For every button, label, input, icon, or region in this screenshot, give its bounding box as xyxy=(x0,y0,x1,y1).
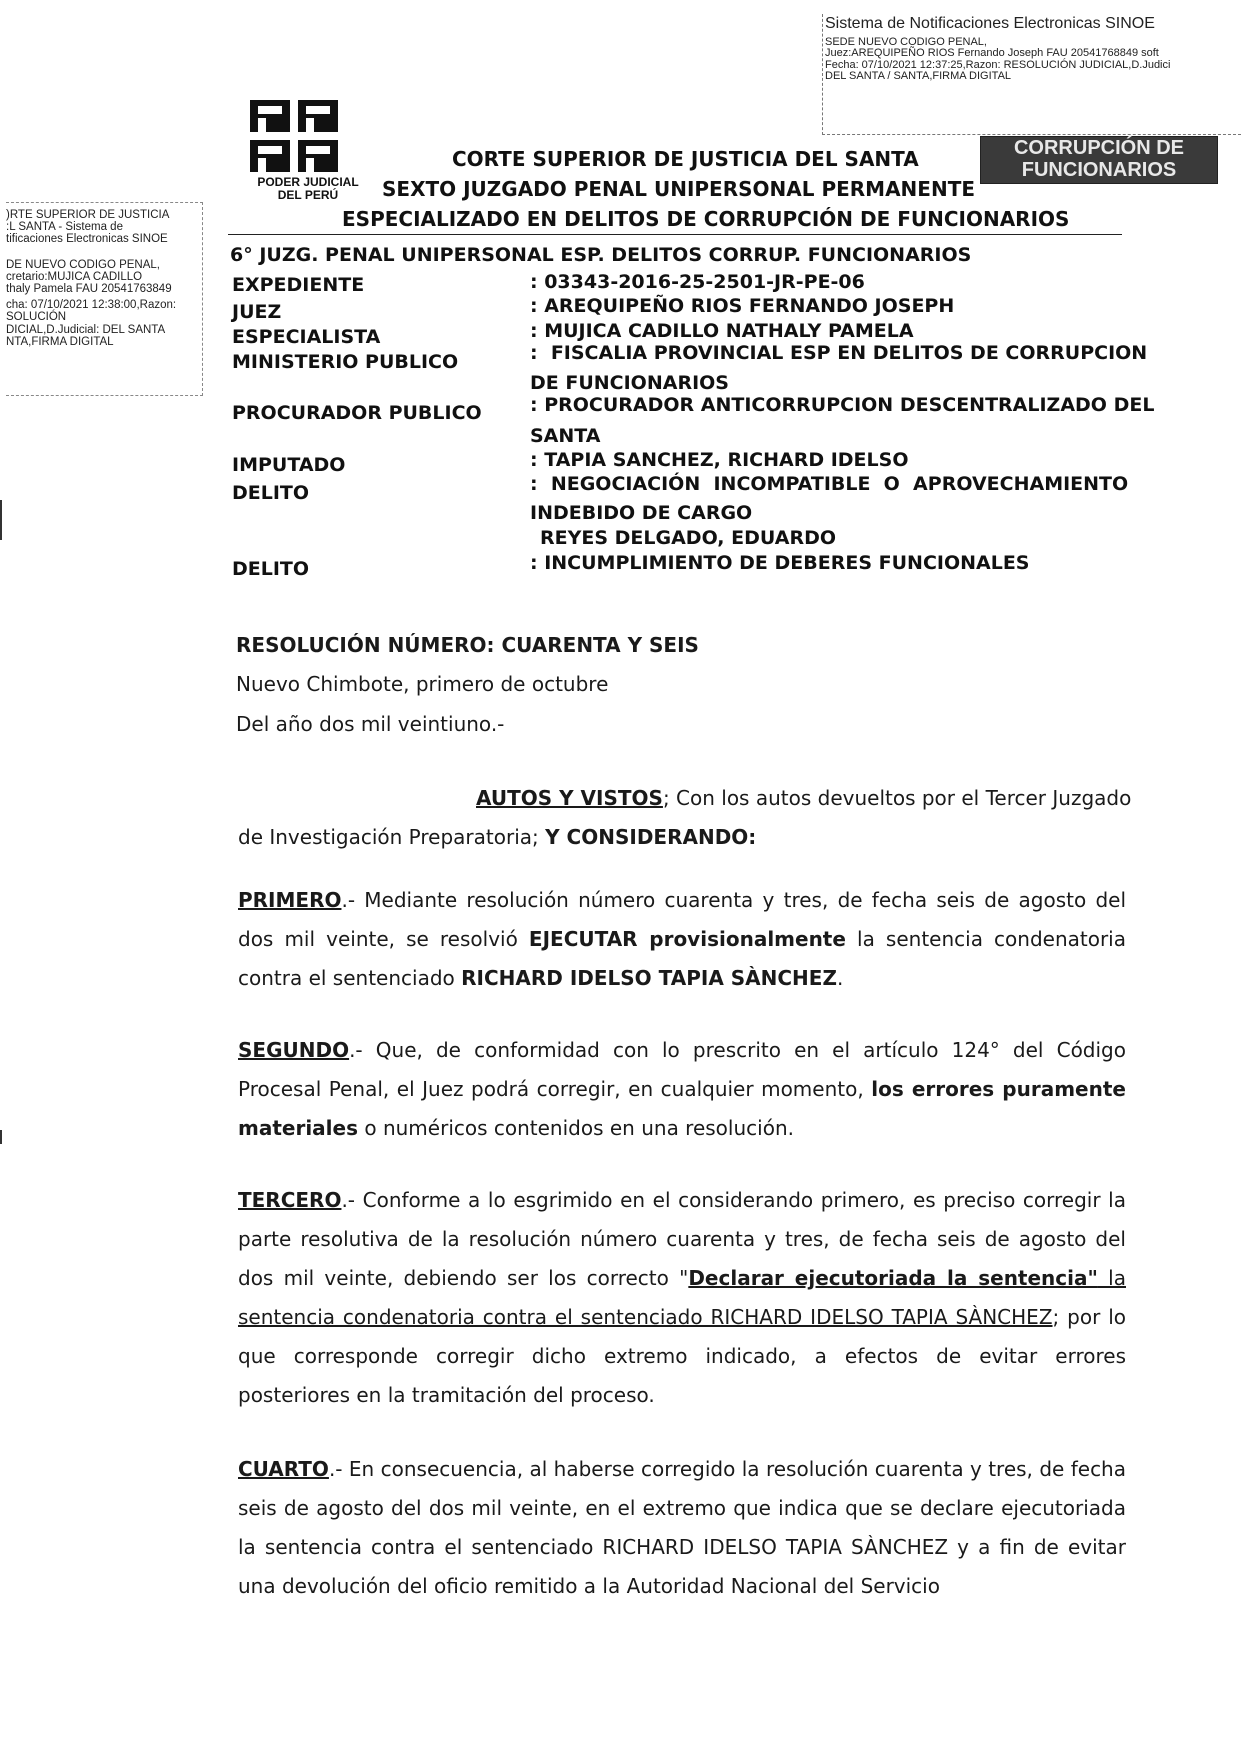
autos-heading: AUTOS Y VISTOS xyxy=(476,786,663,810)
segundo-text2: o numéricos contenidos en una resolución. xyxy=(358,1116,794,1140)
badge-line2: FUNCIONARIOS xyxy=(1021,159,1177,181)
segundo-heading: SEGUNDO xyxy=(238,1038,350,1062)
page-edge-mark xyxy=(0,500,2,540)
digital-signature-stamp-secretary xyxy=(6,202,203,396)
caption-value-delito: : NEGOCIACIÓN INCOMPATIBLE O APROVECHAMIENTO xyxy=(530,473,1129,495)
stamp-line: tificaciones Electronicas SINOE xyxy=(6,233,168,246)
tercero-bold1: Declarar ejecutoriada la sentencia" xyxy=(688,1266,1098,1290)
autos-text1: ; Con los autos devueltos por el Tercer Juzgado xyxy=(662,786,1132,810)
stamp-line: DEL SANTA / SANTA,FIRMA DIGITAL xyxy=(825,70,1012,83)
caption-value-procurador: : PROCURADOR ANTICORRUPCION DESCENTRALIZADO DEL xyxy=(530,394,1155,416)
caption-value-delito-2: : INCUMPLIMIENTO DE DEBERES FUNCIONALES xyxy=(530,552,1030,574)
autos-line2 xyxy=(238,825,756,849)
caption-label-ministerio: MINISTERIO PUBLICO xyxy=(232,351,459,373)
badge-line1: CORRUPCIÓN DE xyxy=(1013,137,1184,159)
caption-label-juez: JUEZ xyxy=(232,301,282,323)
caption-label-imputado: IMPUTADO xyxy=(232,454,346,476)
stamp-line: cha: 07/10/2021 12:38:00,Razon: xyxy=(6,299,177,312)
caption-value-especialista: : MUJICA CADILLO NATHALY PAMELA xyxy=(530,320,914,342)
caption-value-coaccused: REYES DELGADO, EDUARDO xyxy=(540,527,836,549)
caption-value-expediente: : 03343-2016-25-2501-JR-PE-06 xyxy=(530,271,865,293)
stamp-line: Fecha: 07/10/2021 12:37:25,Razon: RESOLUCIÓN JUDICIAL,D.Judici xyxy=(825,58,1171,71)
caption-value-procurador-cont: SANTA xyxy=(530,425,601,447)
primero-text2: la sentencia condenatoria contra el sentenciado xyxy=(238,927,1126,990)
court-title-line3: ESPECIALIZADO EN DELITOS DE CORRUPCIÓN DE FUNCIONARIOS xyxy=(342,207,1070,231)
resolution-place-date: Nuevo Chimbote, primero de octubre xyxy=(236,672,609,696)
stamp-line: Juez:AREQUIPEÑO RIOS Fernando Joseph FAU 20541768849 soft xyxy=(825,47,1159,60)
cuarto-heading: CUARTO xyxy=(238,1457,329,1481)
resolution-year: Del año dos mil veintiuno.- xyxy=(236,712,505,736)
resolution-number: RESOLUCIÓN NÚMERO: CUARENTA Y SEIS xyxy=(236,633,699,657)
segundo-text1: .- Que, de conformidad con lo prescrito en el artículo 124° del Código Procesal Penal, el Juez podrá corregir, en cualquier momento, xyxy=(238,1038,1126,1101)
caption-label-procurador: PROCURADOR PUBLICO xyxy=(232,402,482,424)
paragraph-segundo xyxy=(238,1031,1126,1148)
primero-text3: . xyxy=(836,966,844,990)
tercero-underlined: la sentencia condenatoria contra el sentenciado RICHARD IDELSO TAPIA SÀNCHEZ xyxy=(238,1266,1126,1329)
paragraph-cuarto xyxy=(238,1450,1126,1606)
autos-text2: de Investigación Preparatoria; xyxy=(238,825,546,849)
stamp-line: DE NUEVO CODIGO PENAL, xyxy=(6,259,161,272)
cuarto-text1: .- En consecuencia, al haberse corregido la resolución cuarenta y tres, de fecha seis de agosto del dos mil veinte, en el extremo que indica que se declare ejecutoriada la sentencia contra el sentenciado RICHARD IDELSO TAPIA SÀNCHEZ y a fin de evitar una devolución del oficio remitido a la Autoridad Nacional del Servicio xyxy=(238,1457,1126,1598)
caption-label-especialista: ESPECIALISTA xyxy=(232,326,381,348)
caption-value-delito-cont: INDEBIDO DE CARGO xyxy=(530,502,753,524)
caption-label-expediente: EXPEDIENTE xyxy=(232,274,365,296)
caption-label-delito-2: DELITO xyxy=(232,558,310,580)
stamp-line: DICIAL,D.Judicial: DEL SANTA xyxy=(6,323,166,336)
caption-value-imputado: : TAPIA SANCHEZ, RICHARD IDELSO xyxy=(530,449,909,471)
stamp-title: Sistema de Notificaciones Electronicas SINOE xyxy=(825,15,1155,32)
primero-heading: PRIMERO xyxy=(238,888,342,912)
stamp-line: thaly Pamela FAU 20541763849 xyxy=(6,283,172,296)
court-name: 6° JUZG. PENAL UNIPERSONAL ESP. DELITOS CORRUP. FUNCIONARIOS xyxy=(230,244,972,266)
logo-caption-line1: PODER JUDICIAL xyxy=(257,175,359,189)
primero-text1: .- Mediante resolución número cuarenta y tres, de fecha seis de agosto del dos mil veinte, se resolvió xyxy=(238,888,1126,951)
corruption-badge xyxy=(980,136,1218,184)
paragraph-primero xyxy=(238,881,1126,998)
stamp-line: SOLUCIÓN xyxy=(6,311,67,324)
poder-judicial-logo-icon xyxy=(248,98,358,179)
autos-line1 xyxy=(476,786,1131,810)
primero-bold1: EJECUTAR provisionalmente xyxy=(528,927,846,951)
tercero-heading: TERCERO xyxy=(238,1188,342,1212)
stamp-line: cretario:MUJICA CADILLO xyxy=(6,271,143,284)
tercero-text2: ; por lo que corresponde corregir dicho extremo indicado, a efectos de evitar errores posteriores en la tramitación del proceso. xyxy=(238,1305,1126,1407)
page-edge-mark xyxy=(0,1130,2,1144)
caption-value-ministerio-cont: DE FUNCIONARIOS xyxy=(530,372,729,394)
court-title-line2: SEXTO JUZGADO PENAL UNIPERSONAL PERMANENTE xyxy=(382,177,975,201)
segundo-bold1: los errores puramente materiales xyxy=(238,1077,1126,1140)
caption-value-ministerio: : FISCALIA PROVINCIAL ESP EN DELITOS DE CORRUPCION xyxy=(530,342,1148,364)
stamp-line: NTA,FIRMA DIGITAL xyxy=(6,335,114,348)
considerando-label: Y CONSIDERANDO: xyxy=(545,825,757,849)
court-title-line1: CORTE SUPERIOR DE JUSTICIA DEL SANTA xyxy=(452,147,919,171)
paragraph-tercero xyxy=(238,1181,1126,1415)
stamp-line: :L SANTA - Sistema de xyxy=(6,221,123,234)
header-divider xyxy=(228,234,1122,235)
logo-caption-line2: DEL PERÚ xyxy=(277,188,339,203)
logo-caption xyxy=(238,176,378,202)
stamp-line: )RTE SUPERIOR DE JUSTICIA xyxy=(6,209,170,221)
stamp-line: SEDE NUEVO CODIGO PENAL, xyxy=(825,35,987,48)
caption-label-delito: DELITO xyxy=(232,482,310,504)
tercero-text1: .- Conforme a lo esgrimido en el considerando primero, es preciso corregir la parte resolutiva de la resolución número cuarenta y tres, de fecha seis de agosto del dos mil veinte, debiendo ser los correcto " xyxy=(238,1188,1126,1290)
primero-bold2: RICHARD IDELSO TAPIA SÀNCHEZ xyxy=(461,966,837,990)
digital-signature-stamp-judge xyxy=(822,14,1241,135)
caption-value-juez: : AREQUIPEÑO RIOS FERNANDO JOSEPH xyxy=(530,295,955,317)
